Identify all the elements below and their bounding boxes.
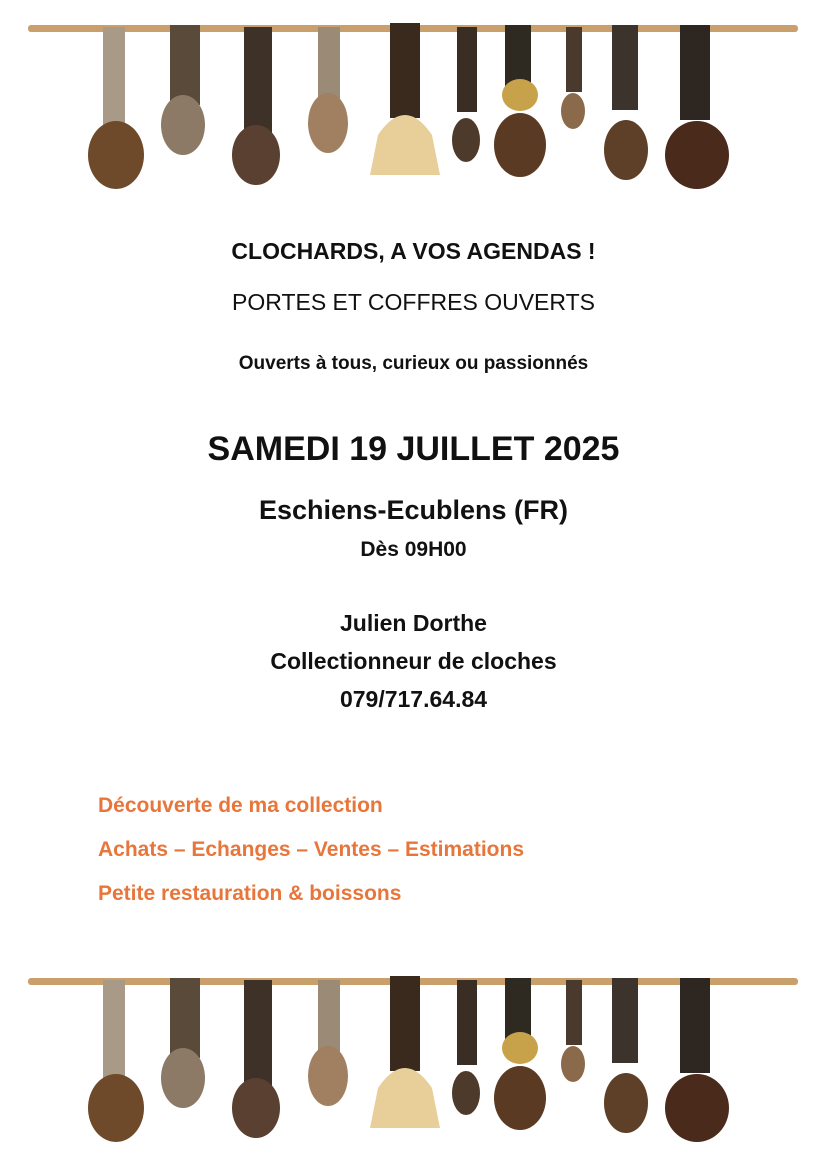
feature-item: Petite restauration & boissons	[98, 882, 402, 905]
top-cowbells-image	[0, 15, 827, 190]
subheadline: PORTES ET COFFRES OUVERTS	[232, 289, 595, 315]
event-date: SAMEDI 19 JUILLET 2025	[207, 430, 620, 468]
event-time: Dès 09H00	[360, 538, 467, 561]
audience-text: Ouverts à tous, curieux ou passionnés	[238, 353, 589, 374]
contact-name: Julien Dorthe	[340, 610, 487, 636]
feature-list	[98, 792, 524, 924]
event-location: Eschiens-Ecublens (FR)	[258, 495, 569, 525]
contact-title: Collectionneur de cloches	[270, 648, 557, 674]
contact-phone: 079/717.64.84	[339, 686, 488, 712]
headline: CLOCHARDS, A VOS AGENDAS !	[231, 238, 596, 264]
feature-item: Découverte de ma collection	[98, 794, 383, 817]
bottom-cowbells-image	[0, 968, 827, 1143]
feature-item: Achats – Echanges – Ventes – Estimations	[98, 838, 525, 861]
